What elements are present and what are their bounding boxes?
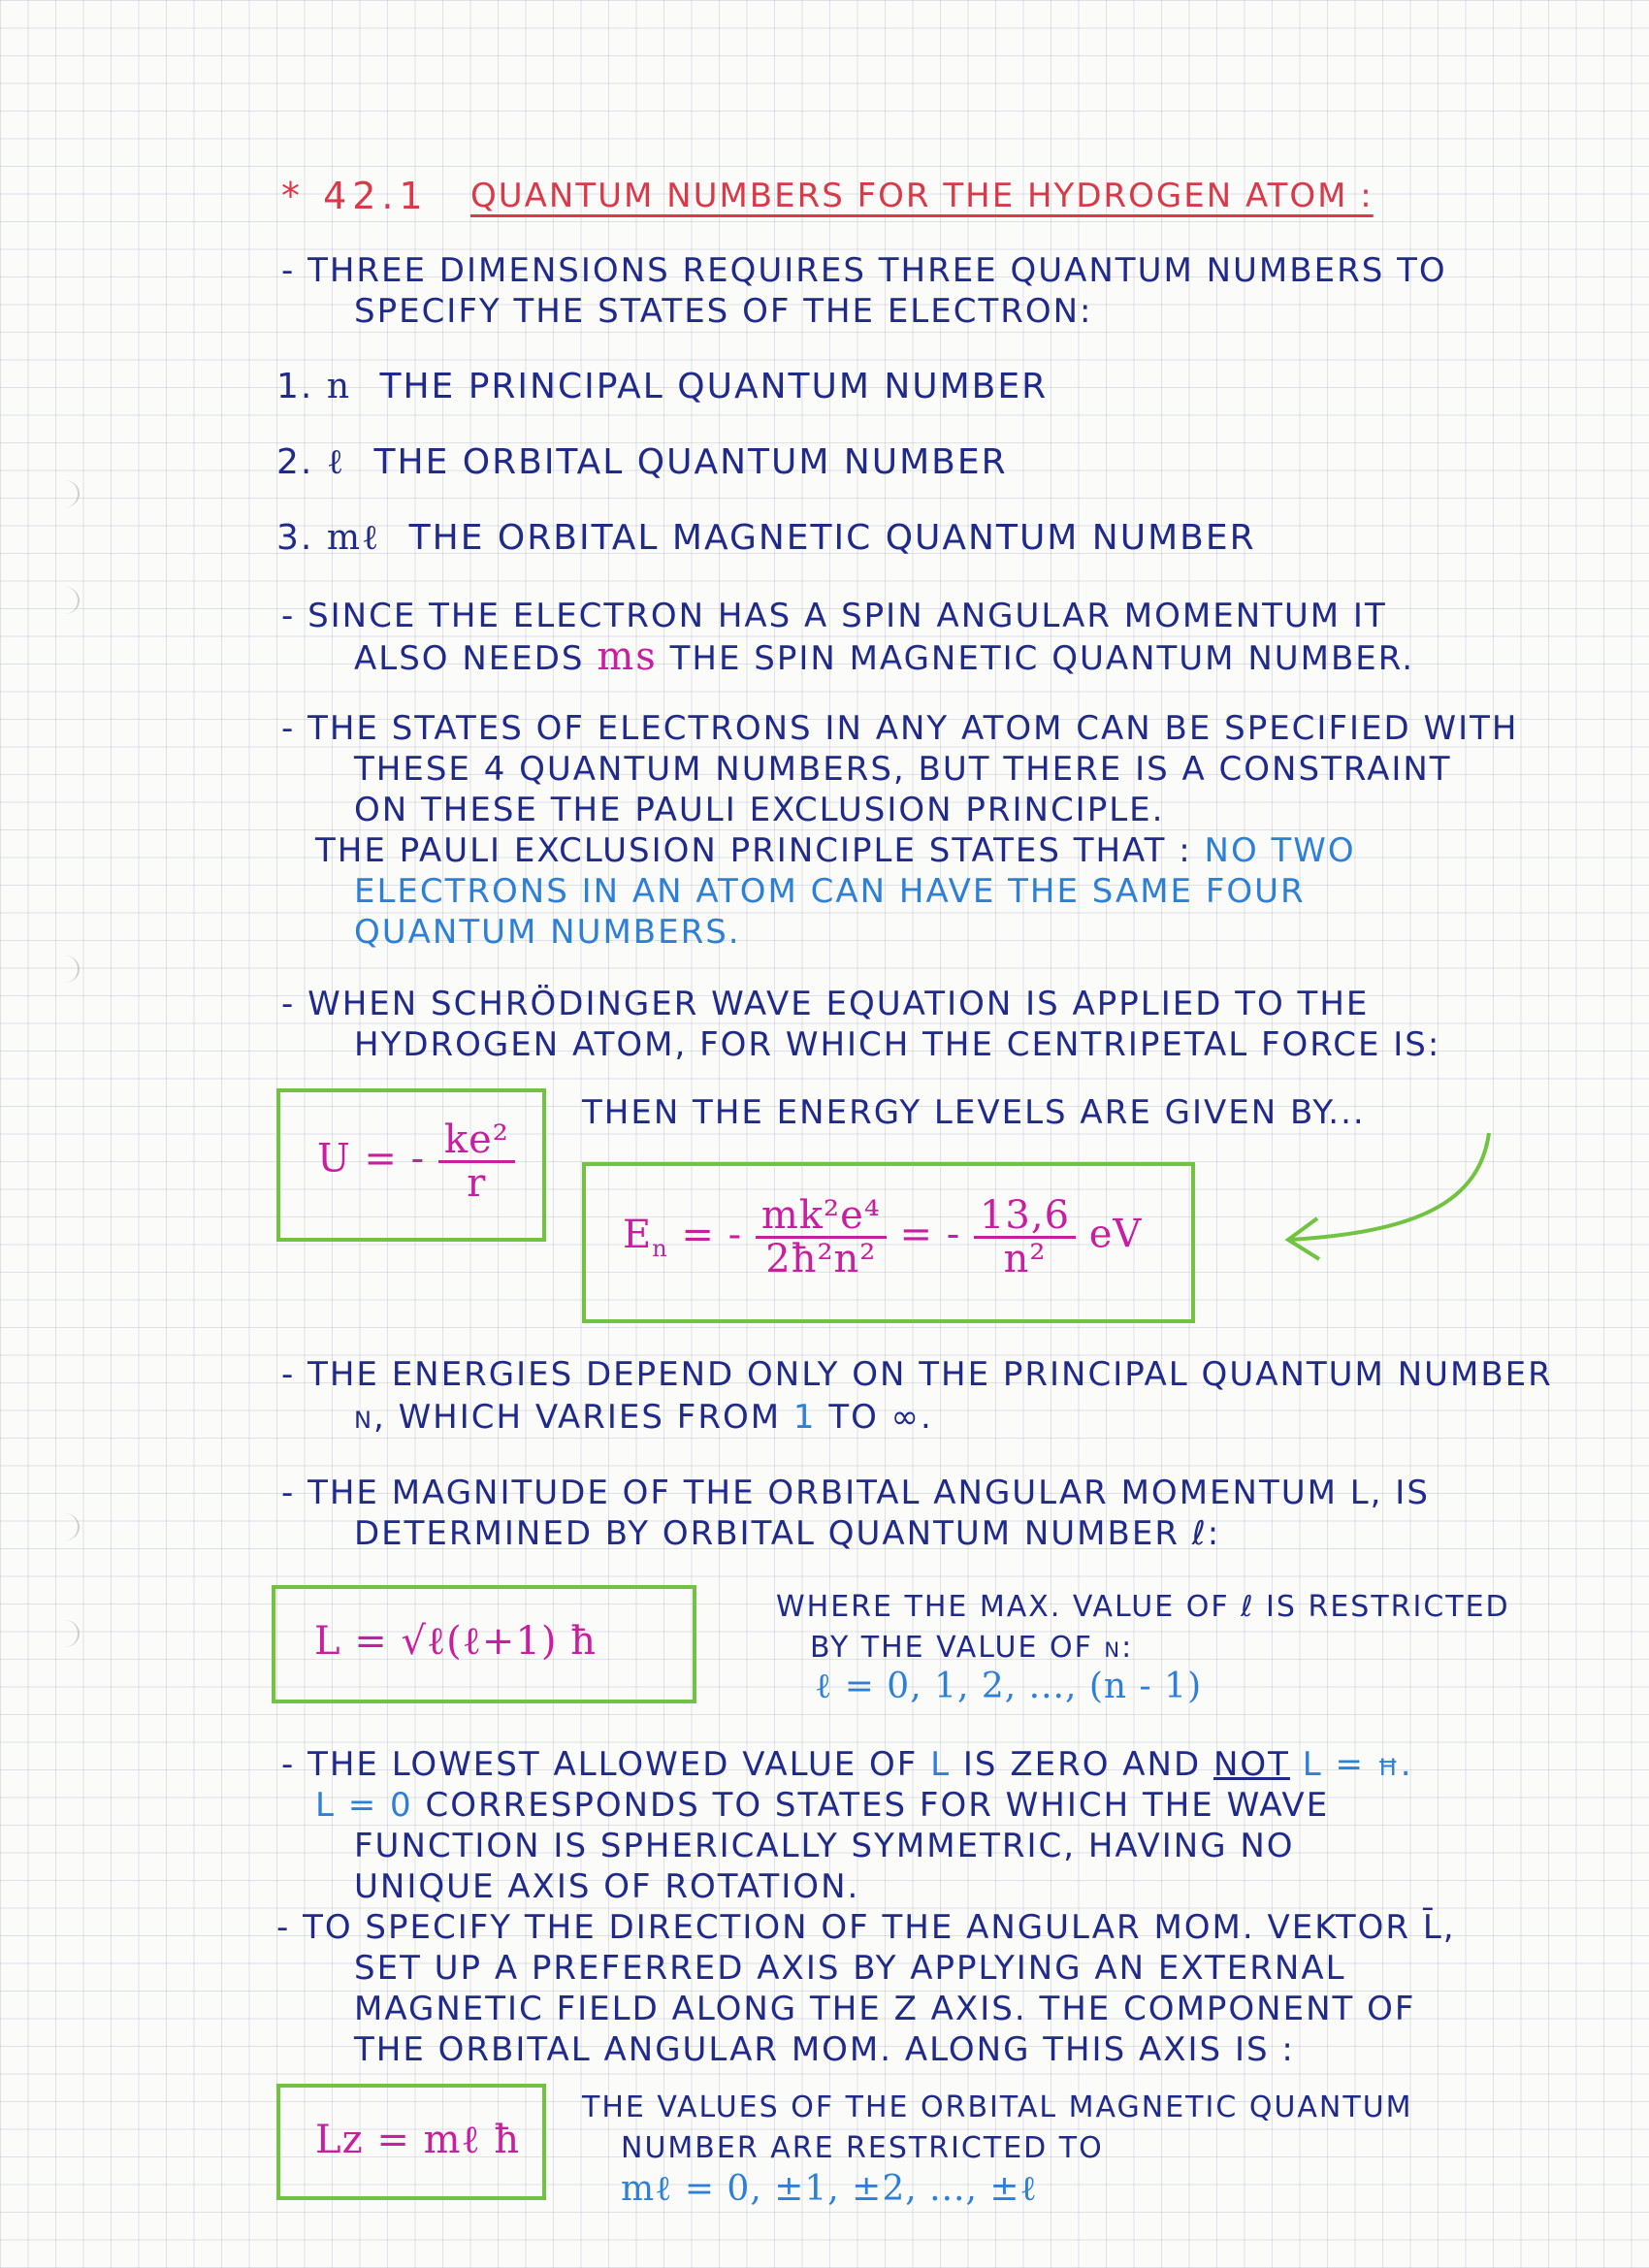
lz-formula: Lz = mℓ ħ bbox=[315, 2118, 521, 2162]
section-number: * 42.1 bbox=[281, 175, 429, 217]
lowest-line bbox=[281, 1744, 1413, 1785]
direction-line: - TO SPECIFY THE DIRECTION OF THE ANGULAR MOM. VEKTOR L̄, bbox=[276, 1908, 1456, 1947]
orbital-note: BY THE VALUE OF n: bbox=[810, 1631, 1134, 1665]
lowest-text: - THE LOWEST ALLOWED VALUE OF bbox=[281, 1745, 919, 1784]
binder-hole bbox=[50, 1513, 80, 1540]
list-symbol: n bbox=[326, 367, 351, 406]
energies-text: n, WHICH VARIES FROM bbox=[354, 1398, 782, 1437]
section-title: QUANTUM NUMBERS FOR THE HYDROGEN ATOM : bbox=[470, 177, 1374, 215]
spin-text: THE SPIN MAGNETIC QUANTUM NUMBER. bbox=[669, 639, 1415, 678]
spin-text: ALSO NEEDS bbox=[354, 639, 585, 678]
orbital-line: - THE MAGNITUDE OF THE ORBITAL ANGULAR MOMENTUM L, IS bbox=[281, 1474, 1430, 1512]
list-text: THE ORBITAL QUANTUM NUMBER bbox=[373, 442, 1008, 482]
list-text: THE PRINCIPAL QUANTUM NUMBER bbox=[379, 367, 1049, 406]
spin-line bbox=[354, 636, 1414, 679]
binder-hole bbox=[50, 587, 80, 614]
orbital-formula: L = √ℓ(ℓ+1) ħ bbox=[314, 1619, 597, 1664]
lowest-text: CORRESPONDS TO STATES FOR WHICH THE WAVE bbox=[425, 1786, 1330, 1825]
magnetic-note: THE VALUES OF THE ORBITAL MAGNETIC QUANTUM bbox=[582, 2090, 1413, 2124]
lowest-text: IS ZERO AND bbox=[962, 1745, 1202, 1784]
lowest-highlight: L = 0 bbox=[315, 1786, 413, 1825]
intro-line: SPECIFY THE STATES OF THE ELECTRON: bbox=[354, 292, 1093, 331]
binder-hole bbox=[50, 956, 80, 983]
schrodinger-line: - WHEN SCHRÖDINGER WAVE EQUATION IS APPLIED TO THE bbox=[281, 985, 1370, 1023]
lowest-emphasis: NOT bbox=[1212, 1745, 1290, 1784]
energies-highlight: 1 bbox=[792, 1398, 817, 1437]
energies-text: TO ∞. bbox=[828, 1398, 933, 1437]
list-index: 3. bbox=[276, 518, 314, 558]
direction-line: THE ORBITAL ANGULAR MOM. ALONG THIS AXIS IS : bbox=[354, 2030, 1295, 2069]
lowest-highlight: L = ħ. bbox=[1302, 1745, 1413, 1784]
orbital-line: DETERMINED BY ORBITAL QUANTUM NUMBER ℓ: bbox=[354, 1514, 1221, 1553]
energies-line bbox=[354, 1397, 933, 1438]
pauli-line: THESE 4 QUANTUM NUMBERS, BUT THERE IS A CONSTRAINT bbox=[354, 750, 1452, 789]
spin-line: - SINCE THE ELECTRON HAS A SPIN ANGULAR MOMENTUM IT bbox=[281, 597, 1387, 635]
orbital-range: ℓ = 0, 1, 2, ..., (n - 1) bbox=[815, 1667, 1203, 1706]
lowest-line bbox=[315, 1785, 1329, 1826]
energy-intro: THEN THE ENERGY LEVELS ARE GIVEN BY... bbox=[582, 1093, 1366, 1132]
schrodinger-line: HYDROGEN ATOM, FOR WHICH THE CENTRIPETAL FORCE IS: bbox=[354, 1025, 1441, 1064]
energy-formula-box bbox=[582, 1162, 1195, 1323]
pauli-highlight: QUANTUM NUMBERS. bbox=[354, 913, 741, 952]
binder-hole bbox=[50, 1620, 80, 1647]
lowest-highlight: L bbox=[930, 1745, 952, 1784]
intro-line: - THREE DIMENSIONS REQUIRES THREE QUANTUM NUMBERS TO bbox=[281, 251, 1447, 290]
list-item bbox=[276, 367, 1048, 407]
potential-formula: U = - $\frac{\text{ke²}}{r}$ bbox=[317, 1119, 515, 1204]
spin-symbol: ms bbox=[597, 634, 658, 679]
pauli-text: THE PAULI EXCLUSION PRINCIPLE STATES THAT : bbox=[315, 831, 1192, 870]
list-symbol: ℓ bbox=[326, 442, 346, 482]
pauli-line bbox=[315, 830, 1356, 871]
pointer-arrow-icon bbox=[1271, 1125, 1504, 1271]
list-index: 2. bbox=[276, 442, 314, 482]
list-index: 1. bbox=[276, 367, 314, 406]
pauli-line: - THE STATES OF ELECTRONS IN ANY ATOM CAN BE SPECIFIED WITH bbox=[281, 709, 1519, 748]
lowest-line: UNIQUE AXIS OF ROTATION. bbox=[354, 1867, 860, 1906]
pauli-highlight: NO TWO bbox=[1204, 831, 1356, 870]
binder-hole bbox=[50, 480, 80, 507]
list-item bbox=[276, 442, 1008, 483]
potential-formula-box bbox=[276, 1088, 546, 1242]
direction-line: MAGNETIC FIELD ALONG THE Z AXIS. THE COMPONENT OF bbox=[354, 1990, 1416, 2028]
orbital-formula-box bbox=[272, 1585, 696, 1703]
magnetic-note: NUMBER ARE RESTRICTED TO bbox=[621, 2131, 1104, 2165]
lz-formula-box bbox=[276, 2084, 546, 2200]
pauli-highlight: ELECTRONS IN AN ATOM CAN HAVE THE SAME FOUR bbox=[354, 872, 1306, 911]
energy-formula: $E_n$ = - $\frac{\text{mk²e⁴}}{\text{2ħ²n²}}$ = - $\frac{13,6}{\text{n²}}$ eV bbox=[623, 1193, 1143, 1281]
orbital-note: WHERE THE MAX. VALUE OF ℓ IS RESTRICTED bbox=[776, 1590, 1510, 1624]
lowest-line: FUNCTION IS SPHERICALLY SYMMETRIC, HAVING NO bbox=[354, 1827, 1295, 1865]
direction-line: SET UP A PREFERRED AXIS BY APPLYING AN EXTERNAL bbox=[354, 1949, 1346, 1988]
list-item bbox=[276, 518, 1256, 559]
magnetic-range: mℓ = 0, ±1, ±2, ..., ±ℓ bbox=[621, 2169, 1038, 2209]
pauli-line: ON THESE THE PAULI EXCLUSION PRINCIPLE. bbox=[354, 791, 1165, 829]
energies-line: - THE ENERGIES DEPEND ONLY ON THE PRINCIPAL QUANTUM NUMBER bbox=[281, 1355, 1553, 1394]
list-symbol: mℓ bbox=[326, 518, 381, 558]
list-text: THE ORBITAL MAGNETIC QUANTUM NUMBER bbox=[408, 518, 1256, 558]
